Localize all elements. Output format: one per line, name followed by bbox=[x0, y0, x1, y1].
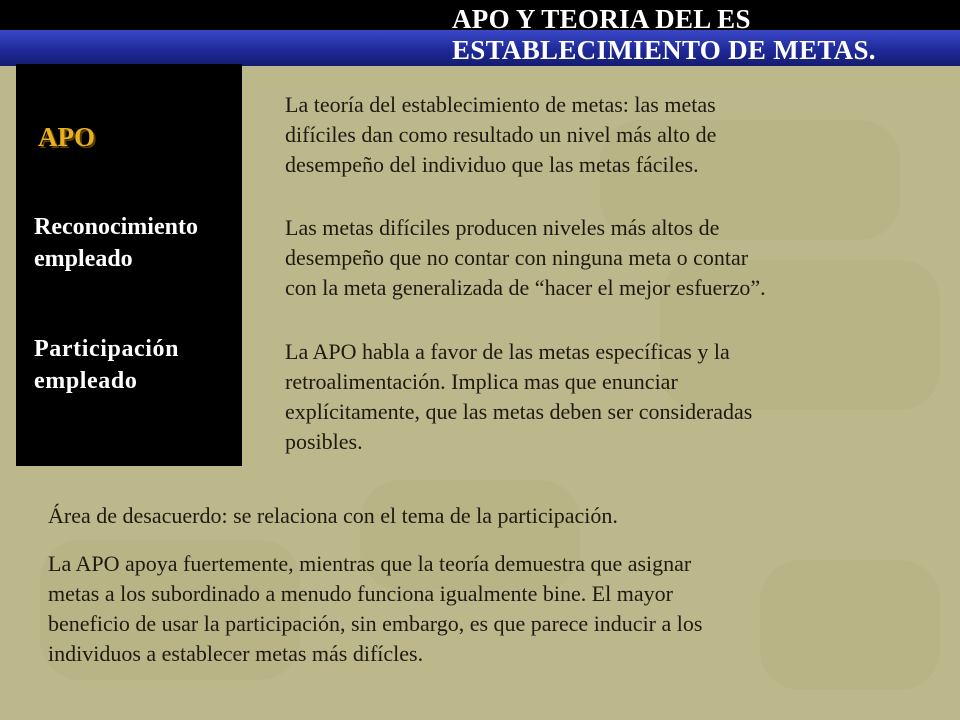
slide-title: APO Y TEORIA DEL ES ESTABLECIMIENTO DE METAS. bbox=[452, 4, 876, 65]
sidebar-label-apo: APO bbox=[38, 122, 95, 152]
paragraph-participation: La APO apoya fuertemente, mientras que la teoría demuestra que asignar metas a los subordinado a menudo funciona igualmente bine. El mayor beneficio de usar la participación, sin embargo, es que parece inducir a los individuos a establecer metas más difícles. bbox=[48, 551, 703, 666]
sidebar-label-reconocimiento: Reconocimiento empleado bbox=[34, 214, 198, 272]
paragraph-apo-specific-goals: La APO habla a favor de las metas específicas y la retroalimentación. Implica mas que enunciar explícitamente, que las metas deben ser consideradas posibles. bbox=[285, 339, 753, 454]
paragraph-difficult-goals: Las metas difíciles producen niveles más altos de desempeño que no contar con ninguna meta o contar con la meta generalizada de “hacer el mejor esfuerzo”. bbox=[285, 215, 766, 300]
paragraph-goal-theory: La teoría del establecimiento de metas: las metas difíciles dan como resultado un nivel más alto de desempeño del individuo que las metas fáciles. bbox=[285, 92, 717, 177]
sidebar-label-participacion: Participación empleado bbox=[34, 336, 180, 394]
paragraph-disagreement: Área de desacuerdo: se relaciona con el tema de la participación. bbox=[48, 503, 618, 528]
